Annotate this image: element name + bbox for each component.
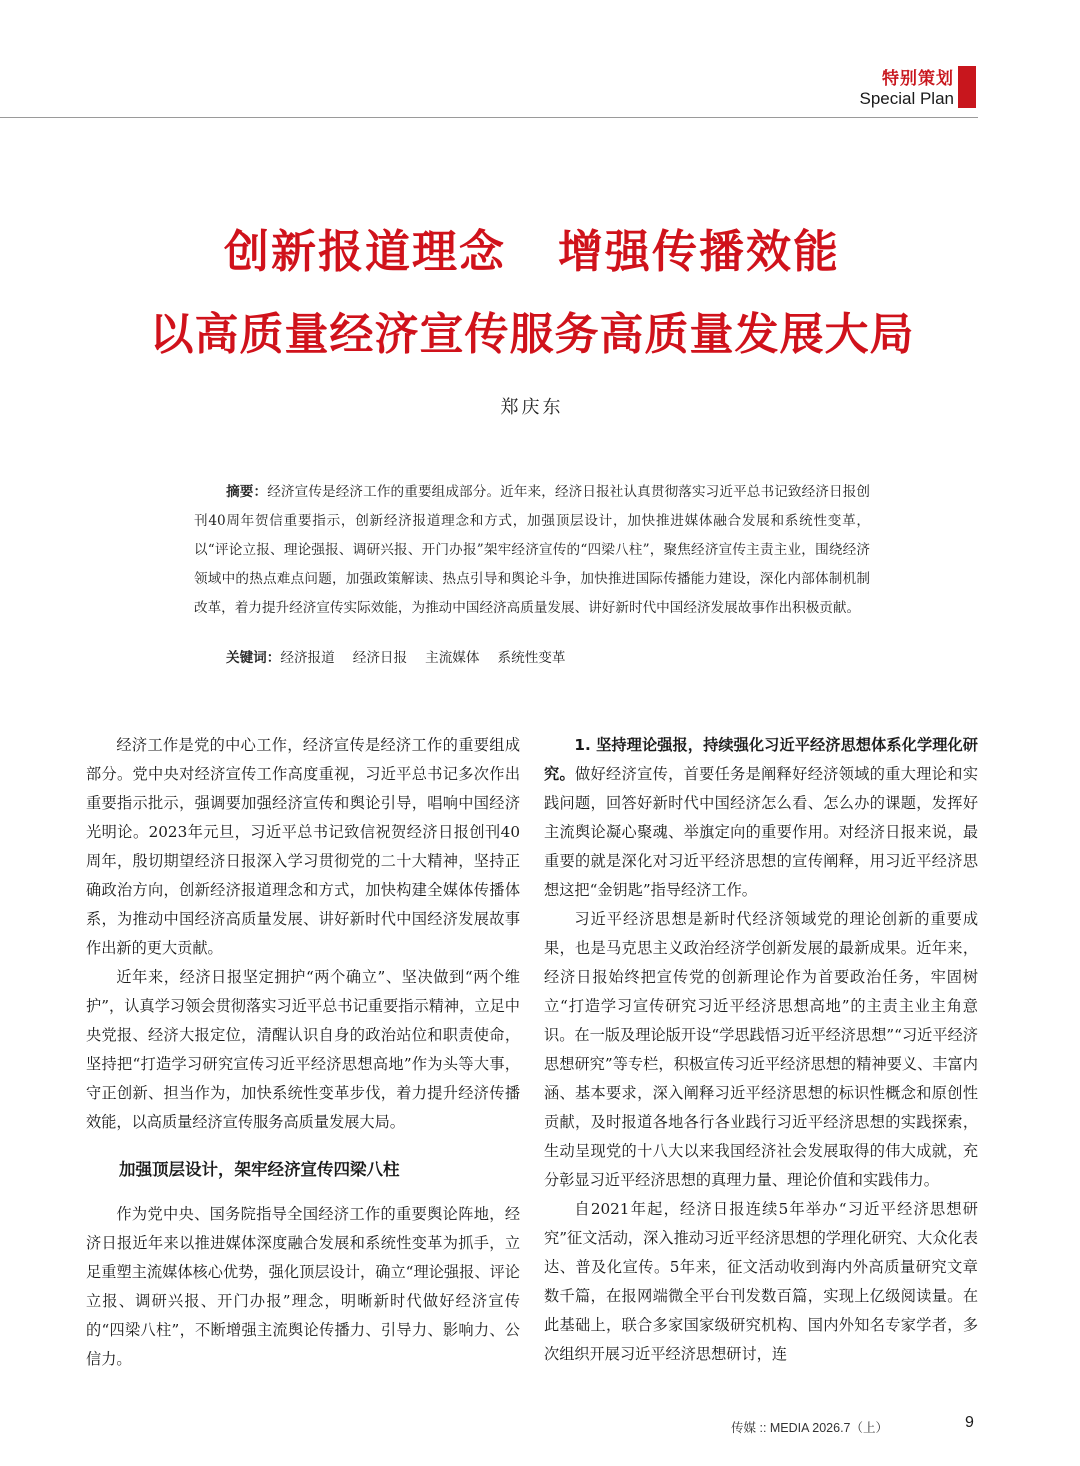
- footer-publication: 传媒 :: MEDIA 2026.7（上）: [731, 1421, 888, 1435]
- body-paragraph: 作为党中央、国务院指导全国经济工作的重要舆论阵地，经济日报近年来以推进媒体深度融合发展和系统性变革为抓手，立足重塑主流媒体核心优势，强化顶层设计，确立“理论强报、评论立报、调研兴报、开门办报”理念，明晰新时代做好经济宣传的“四梁八柱”，不断增强主流舆论传播力、引导力、影响力、公信力。: [86, 1205, 520, 1368]
- article-title-line1: [0, 215, 1064, 280]
- body-paragraph: 近年来，经济日报坚定拥护“两个确立”、坚决做到“两个维护”，认真学习领会贯彻落实习近平总书记重要指示精神，立足中央党报、经济大报定位，清醒认识自身的政治站位和职责使命，坚持把“打造学习研究宣传习近平经济思想高地”作为头等大事，守正创新、担当作为，加快系统性变革步伐，着力提升经济传播效能，以高质量经济宣传服务高质量发展大局。: [86, 968, 520, 1131]
- section-title-cn: 特别策划: [882, 69, 954, 89]
- body-paragraph: [544, 731, 978, 905]
- section-title-en: Special Plan: [859, 89, 954, 108]
- article-title-line2: 以高质量经济宣传服务高质量发展大局: [149, 309, 915, 360]
- author-name: 郑庆东: [500, 397, 564, 418]
- body-paragraph: 自2021年起，经济日报连续5年举办“习近平经济思想研究”征文活动，深入推动习近平经济思想的学理化研究、大众化表达、普及化宣传。5年来，征文活动收到海内外高质量研究文章数千篇，在报网端微全平台刊发数百篇，实现上亿级阅读量。在此基础上，联合多家国家级研究机构、国内外知名专家学者，多次组织开展习近平经济思想研讨，连: [544, 1200, 978, 1363]
- page-number: 9: [965, 1414, 974, 1431]
- keywords: [226, 646, 583, 666]
- abstract: [194, 478, 870, 623]
- section-accent-bar: [958, 66, 976, 108]
- subheading-inline: 1. 坚持理论强报，持续强化习近平经济思想体系化学理化研究。: [544, 736, 978, 783]
- keyword-item: 系统性变革: [497, 650, 566, 666]
- keywords-label: 关键词：: [226, 650, 281, 666]
- body-paragraph: 经济工作是党的中心工作，经济宣传是经济工作的重要组成部分。党中央对经济宣传工作高度重视，习近平总书记多次作出重要指示批示，强调要加强经济宣传和舆论引导，唱响中国经济光明论。2023年元旦，习近平总书记致信祝贺经济日报创刊40周年，殷切期望经济日报深入学习贯彻党的二十大精神，坚持正确政治方向，创新经济报道理念和方式，加快构建全媒体传播体系，为推动中国经济高质量发展、讲好新时代中国经济发展故事作出新的更大贡献。: [86, 736, 520, 957]
- body-paragraph: 习近平经济思想是新时代经济领域党的理论创新的重要成果，也是马克思主义政治经济学创新发展的最新成果。近年来，经济日报始终把宣传党的创新理论作为首要政治任务，牢固树立“打造学习宣传研究习近平经济思想高地”的主责主业主角意识。在一版及理论版开设“学思践悟习近平经济思想”“习近平经济思想研究”等专栏，积极宣传习近平经济思想的精神要义、丰富内涵、基本要求，深入阐释习近平经济思想的标识性概念和原创性贡献，及时报道各地各行各业践行习近平经济思想的实践探索，生动呈现党的十八大以来我国经济社会发展取得的伟大成就，充分彰显习近平经济思想的真理力量、理论价值和实践伟力。: [544, 910, 978, 1189]
- keyword-item: 主流媒体: [425, 650, 480, 666]
- keyword-item: 经济报道: [280, 650, 335, 666]
- paragraph-text: 做好经济宣传，首要任务是阐释好经济领域的重大理论和实践问题，回答好新时代中国经济怎么看、怎么办的课题，发挥好主流舆论凝心聚魂、举旗定向的重要作用。对经济日报来说，最重要的就是深化对习近平经济思想的宣传阐释，用习近平经济思想这把“金钥匙”指导经济工作。: [544, 765, 979, 899]
- abstract-label: 摘要：: [226, 484, 268, 500]
- header-divider: [0, 117, 978, 118]
- abstract-text: 经济宣传是经济工作的重要组成部分。近年来，经济日报社认真贯彻落实习近平总书记致经济日报创刊40周年贺信重要指示，创新经济报道理念和方式，加强顶层设计，加快推进媒体融合发展和系统性变革，以“评论立报、理论强报、调研兴报、开门办报”架牢经济宣传的“四梁八柱”，聚焦经济宣传主责主业，围绕经济领域中的热点难点问题，加强政策解读、热点引导和舆论斗争，加快推进国际传播能力建设，深化内部体制机制改革，着力提升经济宣传实际效能，为推动中国经济高质量发展、讲好新时代中国经济发展故事作出积极贡献。: [194, 484, 871, 616]
- keyword-item: 经济日报: [352, 650, 408, 666]
- right-column: [544, 731, 978, 1369]
- title-part1: 创新报道理念: [223, 225, 506, 278]
- title-part2: 增强传播效能: [558, 225, 841, 278]
- section-heading: 加强顶层设计，架牢经济宣传四梁八柱: [119, 1160, 400, 1179]
- left-column: [86, 731, 520, 1374]
